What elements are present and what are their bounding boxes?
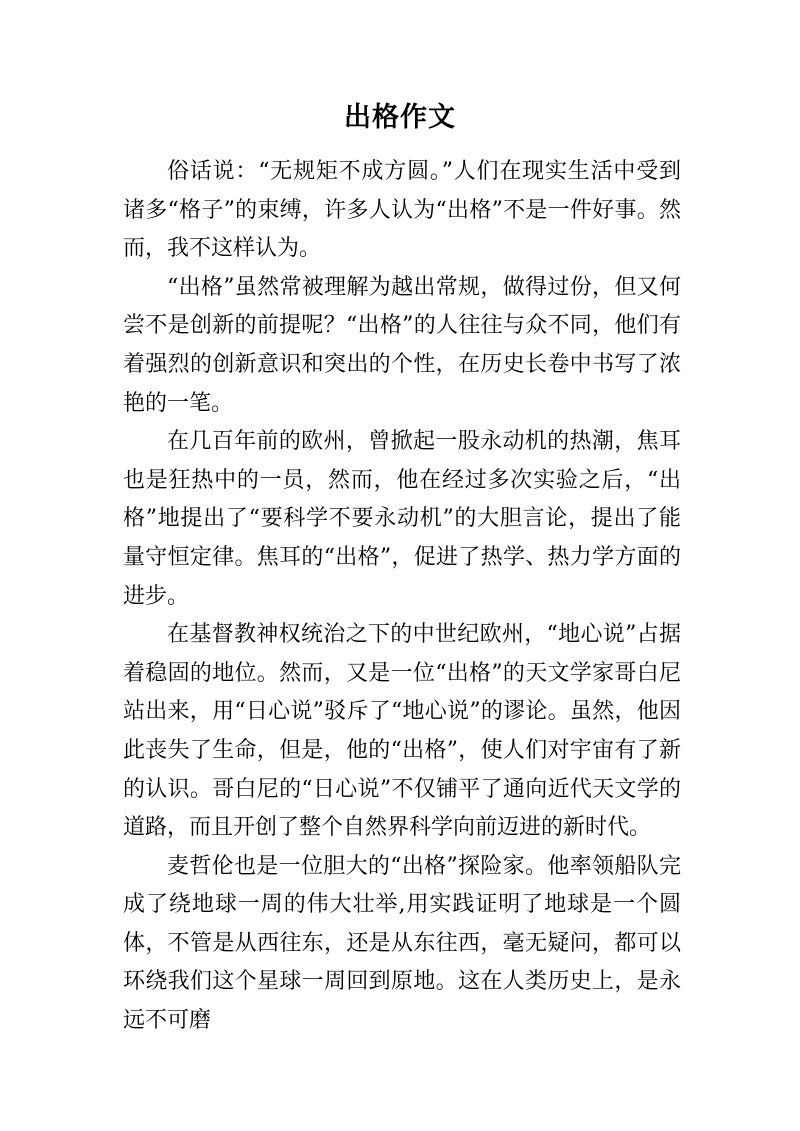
- paragraph-4: 在基督教神权统治之下的中世纪欧州，“地心说”占据着稳固的地位。然而，又是一位“出格”的天文学家哥白尼站出来，用“日心说”驳斥了“地心说”的谬论。虽然，他因此丧失了生命，但是，他的“出格”，使人们对宇宙有了新的认识。哥白尼的“日心说”不仅铺平了通向近代天文学的道路，而且开创了整个自然界科学向前迈进的新时代。: [123, 622, 681, 841]
- document-body: [123, 153, 681, 1041]
- paragraph-2: “出格”虽然常被理解为越出常规，做得过份，但又何尝不是创新的前提呢？“出格”的人往往与众不同，他们有着强烈的创新意识和突出的个性，在历史长卷中书写了浓艳的一笔。: [123, 274, 681, 416]
- paragraph-1: 俗话说：“无规矩不成方圆。”人们在现实生活中受到诸多“格子”的束缚，许多人认为“出格”不是一件好事。然而，我不这样认为。: [123, 159, 681, 262]
- document-title: 出格作文: [344, 102, 456, 133]
- paragraph-5: 麦哲伦也是一位胆大的“出格”探险家。他率领船队完成了绕地球一周的伟大壮举,用实践证明了地球是一个圆体，不管是从西往东，还是从东往西，毫无疑问，都可以环绕我们这个星球一周回到原地。这在人类历史上，是永远不可磨: [123, 853, 681, 1034]
- paragraph-3: 在几百年前的欧州，曾掀起一股永动机的热潮，焦耳也是狂热中的一员，然而，他在经过多次实验之后，“出格”地提出了“要科学不要永动机”的大胆言论，提出了能量守恒定律。焦耳的“出格”，促进了热学、热力学方面的进步。: [123, 429, 681, 609]
